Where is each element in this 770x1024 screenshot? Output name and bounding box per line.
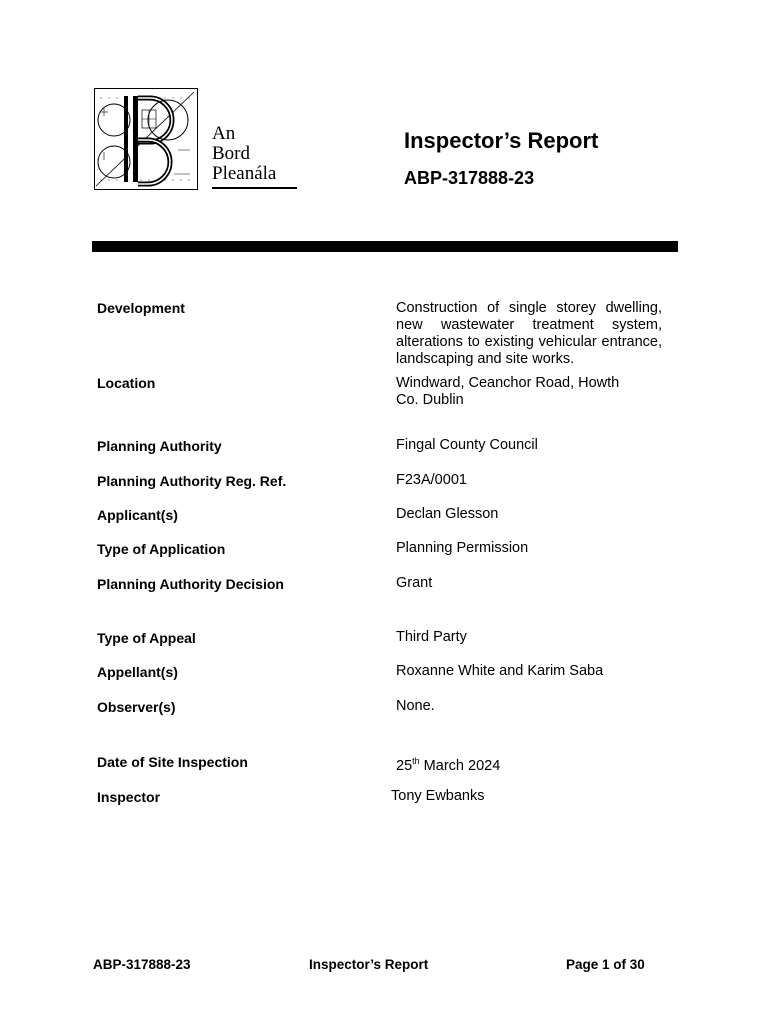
inspection-day: 25 [396,757,413,774]
logo-word-pleanala: Pleanála [212,163,277,184]
label-observers: Observer(s) [97,699,176,715]
header-divider-bar [92,241,678,252]
value-development: Construction of single storey dwelling, new wastewater treatment system, alterations to existing vehicular entrance, landscaping and site works. [396,300,662,367]
label-reg-ref: Planning Authority Reg. Ref. [97,473,287,489]
inspection-month-year: March 2024 [419,757,501,774]
label-applicant: Applicant(s) [97,507,178,523]
value-applicant: Declan Glesson [396,506,499,522]
value-inspector: Tony Ewbanks [391,788,485,804]
label-type-of-application: Type of Application [97,541,226,557]
value-type-of-application: Planning Permission [396,540,529,556]
label-inspector: Inspector [97,789,161,805]
value-date-of-site-inspection [396,753,500,775]
logo-word-bord: Bord [212,143,250,164]
footer-page-number: Page 1 of 30 [566,957,645,972]
logo-word-an: An [212,123,236,144]
inspection-day-suffix: th [412,756,420,766]
label-authority-decision: Planning Authority Decision [97,576,284,592]
footer-reference: ABP-317888-23 [93,957,191,972]
report-title: Inspector’s Report [404,128,599,153]
an-bord-pleanala-logo-mark [94,88,198,190]
value-reg-ref: F23A/0001 [396,472,467,488]
value-location-line1: Windward, Ceanchor Road, Howth [396,375,620,391]
label-type-of-appeal: Type of Appeal [97,630,196,646]
label-planning-authority: Planning Authority [97,438,222,454]
label-date-of-site-inspection: Date of Site Inspection [97,754,248,770]
report-reference: ABP-317888-23 [404,168,535,188]
label-location: Location [97,375,156,391]
footer-report-title: Inspector’s Report [309,957,429,972]
value-type-of-appeal: Third Party [396,629,467,645]
value-planning-authority: Fingal County Council [396,437,538,453]
value-appellants: Roxanne White and Karim Saba [396,663,604,679]
value-observers: None. [396,698,435,714]
value-location-line2: Co. Dublin [396,392,464,408]
value-authority-decision: Grant [396,575,433,591]
logo-underline [212,187,297,189]
label-appellants: Appellant(s) [97,664,178,680]
value-location [396,375,619,409]
logo-wordmark [212,124,276,184]
label-development: Development [97,300,185,316]
